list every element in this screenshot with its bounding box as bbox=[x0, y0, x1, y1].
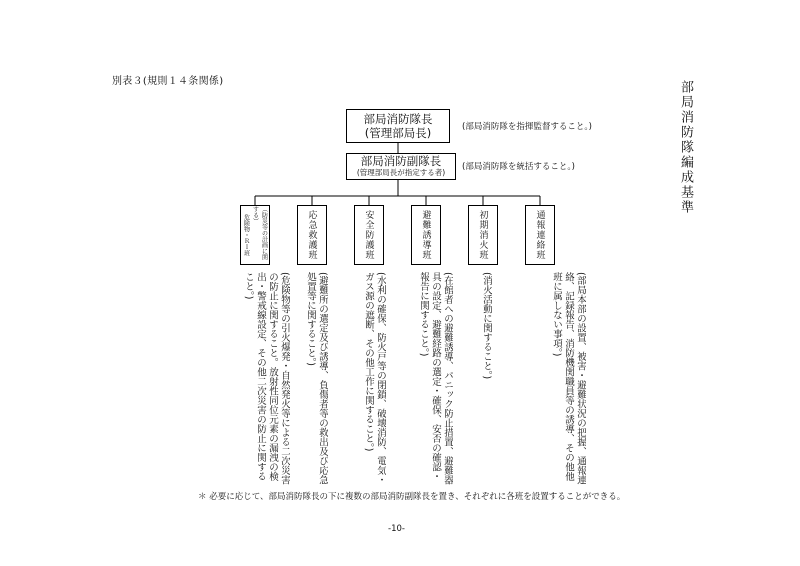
unit-safety-protection-label: 安全防護班 bbox=[363, 210, 374, 260]
unit-first-aid bbox=[297, 205, 327, 265]
unit-evacuation-guidance bbox=[411, 205, 441, 265]
fire-chief-title: 部局消防隊長 bbox=[363, 112, 433, 126]
unit-communication-duty: (部局本部の設置、被害・避難状況の把握、通報連絡、記録報告、消防機関職員等の誘導、その他他班に属しない事項。) bbox=[551, 272, 586, 485]
page-number: -10- bbox=[388, 524, 405, 534]
unit-first-aid-duty: (避難所の選定及び誘導、負傷者等の救出及び応急処置等に関すること。) bbox=[305, 272, 328, 485]
unit-hazmat-ri-duty: (危険物等の引火爆発・自然発火等による二次災害の防止に関すること。放射性同位元素の漏洩の検出・警戒線設定、その他二次災害の防止に関すること。) bbox=[243, 272, 290, 485]
fire-chief-role-note: (部局消防隊を指揮監督すること。) bbox=[462, 122, 592, 132]
fire-chief-box bbox=[346, 109, 450, 143]
unit-initial-firefighting bbox=[468, 205, 498, 265]
unit-hazmat-ri-label: 危険物・ＲＩ班 bbox=[242, 214, 250, 256]
unit-evacuation-guidance-duty: (在館者への避難誘導、パニック防止措置、避難器具の設定、避難経路の選定・確保、安否の確認・報告に関すること。) bbox=[418, 272, 453, 485]
fire-chief-subtitle: (管理部局長) bbox=[364, 126, 432, 140]
unit-initial-firefighting-duty: (消火活動に関すること。) bbox=[481, 272, 492, 380]
deputy-chief-title: 部局消防副隊長 bbox=[360, 154, 442, 168]
deputy-chief-role-note: (部局消防隊を統括すること。) bbox=[462, 162, 575, 172]
unit-hazmat-ri bbox=[240, 205, 270, 265]
diagram-title: 部局消防隊編成基準 bbox=[678, 80, 693, 215]
unit-communication-label: 通報連絡班 bbox=[534, 210, 545, 260]
footnote: ＊ 必要に応じて、部局消防隊長の下に複数の部局消防副隊長を置き、それぞれに各班を設置することができる。 bbox=[198, 492, 626, 502]
unit-communication bbox=[525, 205, 555, 265]
unit-safety-protection bbox=[354, 205, 384, 265]
unit-initial-firefighting-label: 初期消火班 bbox=[477, 210, 488, 260]
unit-first-aid-label: 応急救護班 bbox=[306, 210, 317, 260]
unit-safety-protection-duty: (水利の確保、防火戸等の閉鎖、破壊消防、電気・ガス源の遮断、その他工作に関すること。) bbox=[363, 272, 386, 485]
deputy-chief-subtitle: (管理部局長が指定する者) bbox=[356, 168, 446, 177]
table-reference: 別表３(規則１４条関係) bbox=[112, 76, 224, 87]
unit-hazmat-ri-sublabel: （防災等の計画に関する） bbox=[251, 206, 268, 260]
deputy-chief-box bbox=[346, 153, 456, 180]
unit-evacuation-guidance-label: 避難誘導班 bbox=[420, 210, 431, 260]
